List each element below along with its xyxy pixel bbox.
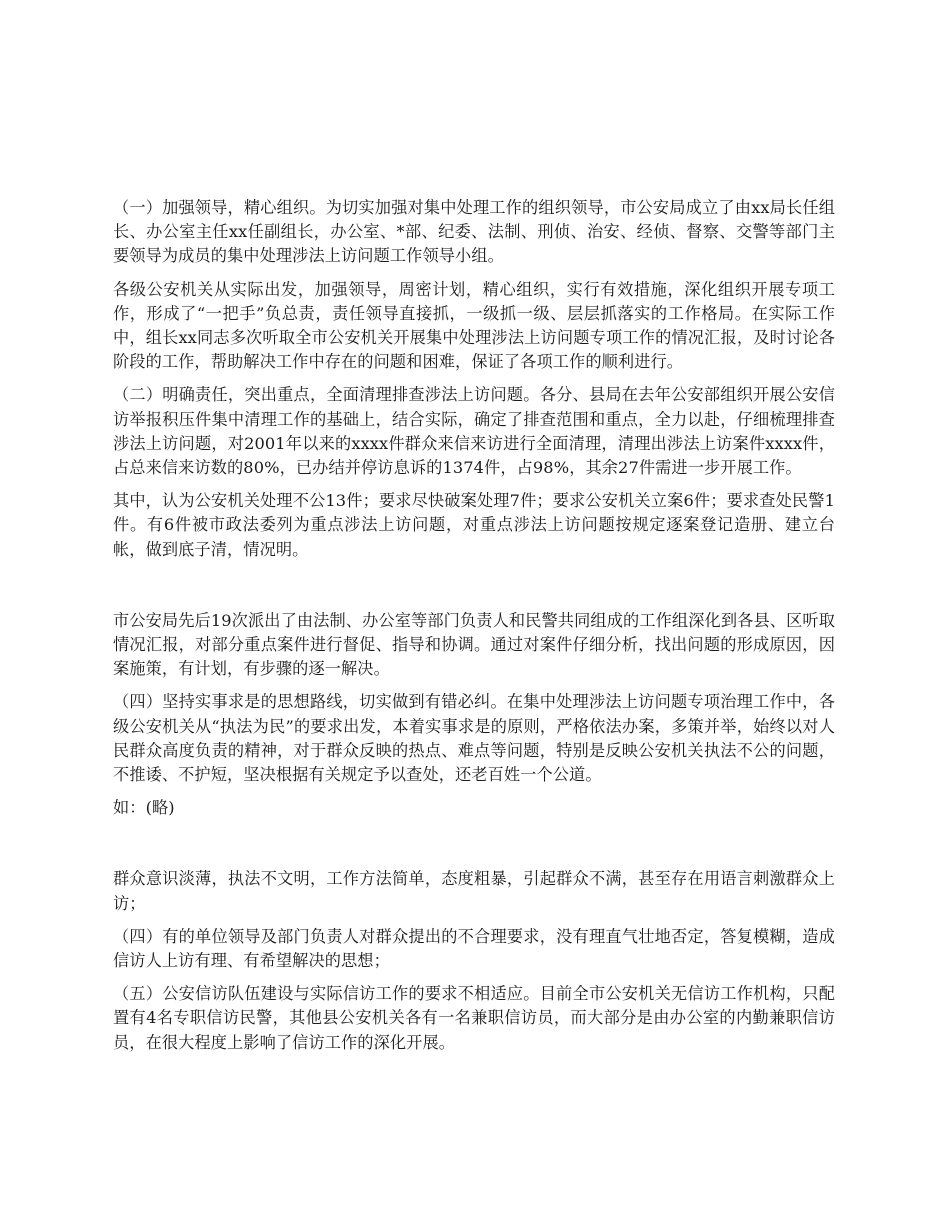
document-page bbox=[113, 196, 835, 1055]
paragraph-unreasonable-demands: （四）有的单位领导及部门负责人对群众提出的不合理要求，没有理直气壮地否定，答复模糊，造成信访人上访有理、有希望解决的思想； bbox=[113, 926, 835, 971]
paragraph-responsibility: （二）明确责任，突出重点，全面清理排查涉法上访问题。各分、县局在去年公安部组织开展公安信访举报积压件集中清理工作的基础上，结合实际，确定了排查范围和重点，全力以赴，仔细梳理排查涉法上访问题，对2001年以来的xxxx件群众来信来访进行全面清理，清理出涉法上访案件xxxx件，占总来信来访数的80%，已办结并停访息诉的1374件，占98%，其余27件需进一步开展工作。 bbox=[113, 385, 835, 478]
paragraph-example: 如：(略) bbox=[113, 798, 175, 818]
paragraph-organization: 各级公安机关从实际出发，加强领导，周密计划，精心组织，实行有效措施，深化组织开展专项工作，形成了“一把手”负总责，责任领导直接抓，一级抓一级、层层抓落实的工作格局。在实际工作中，组长xx同志多次听取全市公安机关开展集中处理涉法上访问题专项工作的情况汇报，及时讨论各阶段的工作，帮助解决工作中存在的问题和困难，保证了各项工作的顺利进行。 bbox=[113, 279, 835, 372]
paragraph-work-groups: 市公安局先后19次派出了由法制、办公室等部门负责人和民警共同组成的工作组深化到各县、区听取情况汇报，对部分重点案件进行督促、指导和协调。通过对案件仔细分析，找出问题的形成原因，因案施策，有计划，有步骤的逐一解决。 bbox=[113, 610, 835, 679]
paragraph-awareness: 群众意识淡薄，执法不文明，工作方法简单，态度粗暴，引起群众不满，甚至存在用语言刺激群众上访； bbox=[113, 869, 835, 913]
paragraph-breakdown: 其中，认为公安机关处理不公13件；要求尽快破案处理7件；要求公安机关立案6件；要求查处民警1件。有6件被市政法委列为重点涉法上访问题，对重点涉法上访问题按规定逐案登记造册、建立台帐，做到底子清，情况明。 bbox=[113, 491, 835, 559]
paragraph-seek-truth: （四）坚持实事求是的思想路线，切实做到有错必纠。在集中处理涉法上访问题专项治理工作中，各级公安机关从“执法为民”的要求出发，本着实事求是的原则，严格依法办案，多策并举，始终以对人民群众高度负责的精神，对于群众反映的热点、难点等问题，特别是反映公安机关执法不公的问题，不推诿、不护短，坚决根据有关规定予以查处，还老百姓一个公道。 bbox=[113, 692, 835, 785]
paragraph-leadership: （一）加强领导，精心组织。为切实加强对集中处理工作的组织领导，市公安局成立了由xx局长任组长、办公室主任xx任副组长，办公室、*部、纪委、法制、刑侦、治安、经侦、督察、交警等部门主要领导为成员的集中处理涉法上访问题工作领导小组。 bbox=[113, 198, 835, 266]
paragraph-staffing: （五）公安信访队伍建设与实际信访工作的要求不相适应。目前全市公安机关无信访工作机构，只配置有4名专职信访民警，其他县公安机关各有一名兼职信访员，而大部分是由办公室的内勤兼职信访员，在很大程度上影响了信访工作的深化开展。 bbox=[113, 984, 835, 1052]
